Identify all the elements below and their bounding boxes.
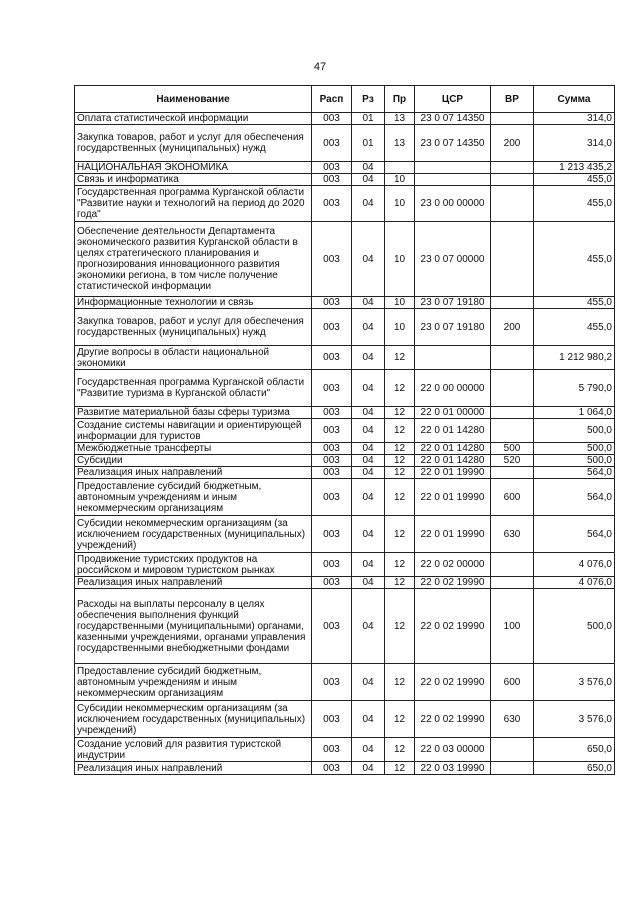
row-sum-cell: 1 213 435,2 [534, 162, 615, 174]
row-vr-cell [491, 577, 534, 589]
row-sum-cell: 564,0 [534, 516, 615, 553]
row-vr-cell [491, 174, 534, 186]
table-row [75, 762, 615, 775]
row-name-cell: Создание системы навигации и ориентирующей информации для туристов [75, 419, 312, 443]
row-rz-cell: 04 [352, 467, 385, 479]
table-row [75, 553, 615, 577]
row-name-cell: Информационные технологии и связь [75, 297, 312, 309]
row-sum-cell: 455,0 [534, 309, 615, 346]
row-vr-cell [491, 222, 534, 297]
table-row [75, 516, 615, 553]
row-name-cell: Реализация иных направлений [75, 577, 312, 589]
row-rz-cell: 04 [352, 738, 385, 762]
row-csr-cell: 22 0 02 19990 [415, 577, 491, 589]
row-csr-cell [415, 174, 491, 186]
row-sum-cell: 650,0 [534, 762, 615, 775]
row-rasp-cell: 003 [312, 443, 352, 455]
row-vr-cell [491, 113, 534, 125]
row-sum-cell: 500,0 [534, 589, 615, 664]
row-csr-cell: 22 0 02 00000 [415, 553, 491, 577]
table-row [75, 113, 615, 125]
header-rz: Рз [352, 86, 385, 113]
row-name-cell: НАЦИОНАЛЬНАЯ ЭКОНОМИКА [75, 162, 312, 174]
row-csr-cell: 22 0 01 14280 [415, 455, 491, 467]
row-name-cell: Обеспечение деятельности Департамента экономического развития Курганской области в целях стратегического планирования и прогнозирования инновационного развития экономики региона, в том числе получение статистической информации [75, 222, 312, 297]
table-header [75, 86, 615, 113]
header-row [75, 86, 615, 113]
row-vr-cell [491, 407, 534, 419]
row-rz-cell: 04 [352, 309, 385, 346]
row-rz-cell: 04 [352, 664, 385, 701]
header-csr: ЦСР [415, 86, 491, 113]
row-sum-cell: 5 790,0 [534, 370, 615, 407]
row-csr-cell: 22 0 01 00000 [415, 407, 491, 419]
row-csr-cell: 23 0 07 00000 [415, 222, 491, 297]
row-vr-cell: 520 [491, 455, 534, 467]
row-name-cell: Государственная программа Курганской области "Развитие науки и технологий на период до 2020 года" [75, 186, 312, 222]
row-sum-cell: 314,0 [534, 125, 615, 162]
row-sum-cell: 1 212 980,2 [534, 346, 615, 370]
row-csr-cell: 22 0 00 00000 [415, 370, 491, 407]
row-sum-cell: 4 076,0 [534, 577, 615, 589]
row-rasp-cell: 003 [312, 370, 352, 407]
row-name-cell: Закупка товаров, работ и услуг для обеспечения государственных (муниципальных) нужд [75, 125, 312, 162]
row-rz-cell: 01 [352, 125, 385, 162]
row-csr-cell: 22 0 02 19990 [415, 701, 491, 738]
row-rz-cell: 04 [352, 455, 385, 467]
row-pr-cell: 12 [385, 664, 415, 701]
row-vr-cell [491, 467, 534, 479]
row-vr-cell [491, 419, 534, 443]
row-sum-cell: 650,0 [534, 738, 615, 762]
row-pr-cell: 12 [385, 407, 415, 419]
row-name-cell: Субсидии некоммерческим организациям (за исключением государственных (муниципальных) учреждений) [75, 516, 312, 553]
row-vr-cell [491, 762, 534, 775]
row-pr-cell: 12 [385, 443, 415, 455]
row-vr-cell [491, 186, 534, 222]
row-name-cell: Субсидии [75, 455, 312, 467]
row-pr-cell [385, 162, 415, 174]
row-rasp-cell: 003 [312, 346, 352, 370]
row-pr-cell: 12 [385, 701, 415, 738]
row-vr-cell [491, 738, 534, 762]
row-vr-cell [491, 346, 534, 370]
row-rasp-cell: 003 [312, 455, 352, 467]
row-rz-cell: 04 [352, 589, 385, 664]
row-pr-cell: 12 [385, 577, 415, 589]
page-number: 47 [313, 61, 327, 73]
row-csr-cell: 22 0 01 19990 [415, 467, 491, 479]
row-name-cell: Субсидии некоммерческим организациям (за исключением государственных (муниципальных) учреждений) [75, 701, 312, 738]
row-pr-cell: 10 [385, 186, 415, 222]
row-rasp-cell: 003 [312, 174, 352, 186]
row-name-cell: Расходы на выплаты персоналу в целях обеспечения выполнения функций государственными (муниципальными) органами, казенными учреждениями, органами управления государственными внебюджетными фондами [75, 589, 312, 664]
row-name-cell: Предоставление субсидий бюджетным, автономным учреждениям и иным некоммерческим организациям [75, 664, 312, 701]
row-csr-cell: 23 0 07 14350 [415, 113, 491, 125]
row-rz-cell: 04 [352, 577, 385, 589]
row-rz-cell: 04 [352, 162, 385, 174]
row-vr-cell [491, 370, 534, 407]
row-pr-cell: 12 [385, 553, 415, 577]
table-row [75, 309, 615, 346]
row-rz-cell: 04 [352, 419, 385, 443]
row-csr-cell: 22 0 01 19990 [415, 479, 491, 516]
table-row [75, 479, 615, 516]
row-rz-cell: 01 [352, 113, 385, 125]
row-rasp-cell: 003 [312, 738, 352, 762]
row-rasp-cell: 003 [312, 162, 352, 174]
row-pr-cell: 12 [385, 589, 415, 664]
table-row [75, 174, 615, 186]
row-sum-cell: 500,0 [534, 419, 615, 443]
table-row [75, 407, 615, 419]
row-rz-cell: 04 [352, 370, 385, 407]
row-rasp-cell: 003 [312, 516, 352, 553]
row-sum-cell: 314,0 [534, 113, 615, 125]
row-pr-cell: 12 [385, 419, 415, 443]
row-name-cell: Продвижение туристских продуктов на российском и мировом туристском рынках [75, 553, 312, 577]
budget-table [74, 85, 615, 775]
row-pr-cell: 12 [385, 370, 415, 407]
table-row [75, 162, 615, 174]
row-rasp-cell: 003 [312, 762, 352, 775]
row-rz-cell: 04 [352, 479, 385, 516]
table-row [75, 589, 615, 664]
row-vr-cell [491, 297, 534, 309]
row-sum-cell: 564,0 [534, 467, 615, 479]
row-pr-cell: 12 [385, 738, 415, 762]
row-rasp-cell: 003 [312, 467, 352, 479]
row-rasp-cell: 003 [312, 186, 352, 222]
row-rasp-cell: 003 [312, 553, 352, 577]
row-csr-cell: 23 0 00 00000 [415, 186, 491, 222]
row-csr-cell: 22 0 02 19990 [415, 664, 491, 701]
row-rz-cell: 04 [352, 553, 385, 577]
row-rasp-cell: 003 [312, 479, 352, 516]
table-row [75, 738, 615, 762]
row-pr-cell: 13 [385, 125, 415, 162]
row-vr-cell [491, 553, 534, 577]
header-rasp: Расп [312, 86, 352, 113]
row-pr-cell: 10 [385, 222, 415, 297]
row-pr-cell: 13 [385, 113, 415, 125]
row-rasp-cell: 003 [312, 407, 352, 419]
table-row [75, 125, 615, 162]
row-rasp-cell: 003 [312, 297, 352, 309]
row-name-cell: Создание условий для развития туристской индустрии [75, 738, 312, 762]
header-vr: ВР [491, 86, 534, 113]
row-name-cell: Закупка товаров, работ и услуг для обеспечения государственных (муниципальных) нужд [75, 309, 312, 346]
table-row [75, 455, 615, 467]
row-sum-cell: 500,0 [534, 443, 615, 455]
row-name-cell: Реализация иных направлений [75, 762, 312, 775]
row-csr-cell: 22 0 01 19990 [415, 516, 491, 553]
row-csr-cell [415, 346, 491, 370]
table-row [75, 467, 615, 479]
row-pr-cell: 10 [385, 174, 415, 186]
row-sum-cell: 455,0 [534, 174, 615, 186]
row-csr-cell: 23 0 07 19180 [415, 297, 491, 309]
row-sum-cell: 455,0 [534, 297, 615, 309]
row-pr-cell: 10 [385, 297, 415, 309]
row-csr-cell: 22 0 01 14280 [415, 419, 491, 443]
table-row [75, 419, 615, 443]
row-sum-cell: 500,0 [534, 455, 615, 467]
row-rz-cell: 04 [352, 186, 385, 222]
header-name: Наименование [75, 86, 312, 113]
row-rz-cell: 04 [352, 174, 385, 186]
row-rasp-cell: 003 [312, 419, 352, 443]
row-pr-cell: 10 [385, 309, 415, 346]
row-vr-cell [491, 162, 534, 174]
row-csr-cell: 22 0 03 19990 [415, 762, 491, 775]
row-sum-cell: 3 576,0 [534, 701, 615, 738]
row-pr-cell: 12 [385, 467, 415, 479]
row-pr-cell: 12 [385, 762, 415, 775]
row-vr-cell: 100 [491, 589, 534, 664]
row-sum-cell: 3 576,0 [534, 664, 615, 701]
table-row [75, 701, 615, 738]
row-name-cell: Оплата статистической информации [75, 113, 312, 125]
row-vr-cell: 600 [491, 479, 534, 516]
row-vr-cell: 630 [491, 701, 534, 738]
table-row [75, 370, 615, 407]
row-csr-cell: 23 0 07 14350 [415, 125, 491, 162]
row-rasp-cell: 003 [312, 701, 352, 738]
row-vr-cell: 630 [491, 516, 534, 553]
row-rz-cell: 04 [352, 762, 385, 775]
table-row [75, 346, 615, 370]
row-rasp-cell: 003 [312, 589, 352, 664]
table-row [75, 297, 615, 309]
row-rz-cell: 04 [352, 516, 385, 553]
row-sum-cell: 564,0 [534, 479, 615, 516]
row-rasp-cell: 003 [312, 125, 352, 162]
header-sum: Сумма [534, 86, 615, 113]
row-rasp-cell: 003 [312, 577, 352, 589]
row-csr-cell [415, 162, 491, 174]
row-name-cell: Реализация иных направлений [75, 467, 312, 479]
row-csr-cell: 22 0 02 19990 [415, 589, 491, 664]
table-row [75, 443, 615, 455]
table-row [75, 186, 615, 222]
row-rz-cell: 04 [352, 297, 385, 309]
row-name-cell: Связь и информатика [75, 174, 312, 186]
row-vr-cell: 200 [491, 125, 534, 162]
row-rz-cell: 04 [352, 443, 385, 455]
row-pr-cell: 12 [385, 479, 415, 516]
row-sum-cell: 1 064,0 [534, 407, 615, 419]
row-rz-cell: 04 [352, 407, 385, 419]
header-pr: Пр [385, 86, 415, 113]
row-sum-cell: 455,0 [534, 222, 615, 297]
row-name-cell: Другие вопросы в области национальной экономики [75, 346, 312, 370]
row-vr-cell: 200 [491, 309, 534, 346]
row-vr-cell: 500 [491, 443, 534, 455]
row-pr-cell: 12 [385, 516, 415, 553]
row-name-cell: Государственная программа Курганской области "Развитие туризма в Курганской области" [75, 370, 312, 407]
row-csr-cell: 23 0 07 19180 [415, 309, 491, 346]
row-rasp-cell: 003 [312, 113, 352, 125]
row-rasp-cell: 003 [312, 664, 352, 701]
row-pr-cell: 12 [385, 455, 415, 467]
row-rasp-cell: 003 [312, 309, 352, 346]
row-sum-cell: 4 076,0 [534, 553, 615, 577]
row-rz-cell: 04 [352, 701, 385, 738]
row-pr-cell: 12 [385, 346, 415, 370]
row-csr-cell: 22 0 01 14280 [415, 443, 491, 455]
row-name-cell: Развитие материальной базы сферы туризма [75, 407, 312, 419]
row-rasp-cell: 003 [312, 222, 352, 297]
row-name-cell: Предоставление субсидий бюджетным, автономным учреждениям и иным некоммерческим организациям [75, 479, 312, 516]
row-csr-cell: 22 0 03 00000 [415, 738, 491, 762]
table-row [75, 664, 615, 701]
row-rz-cell: 04 [352, 222, 385, 297]
table-body [75, 113, 615, 775]
row-vr-cell: 600 [491, 664, 534, 701]
row-sum-cell: 455,0 [534, 186, 615, 222]
row-rz-cell: 04 [352, 346, 385, 370]
table-row [75, 577, 615, 589]
row-name-cell: Межбюджетные трансферты [75, 443, 312, 455]
table-row [75, 222, 615, 297]
